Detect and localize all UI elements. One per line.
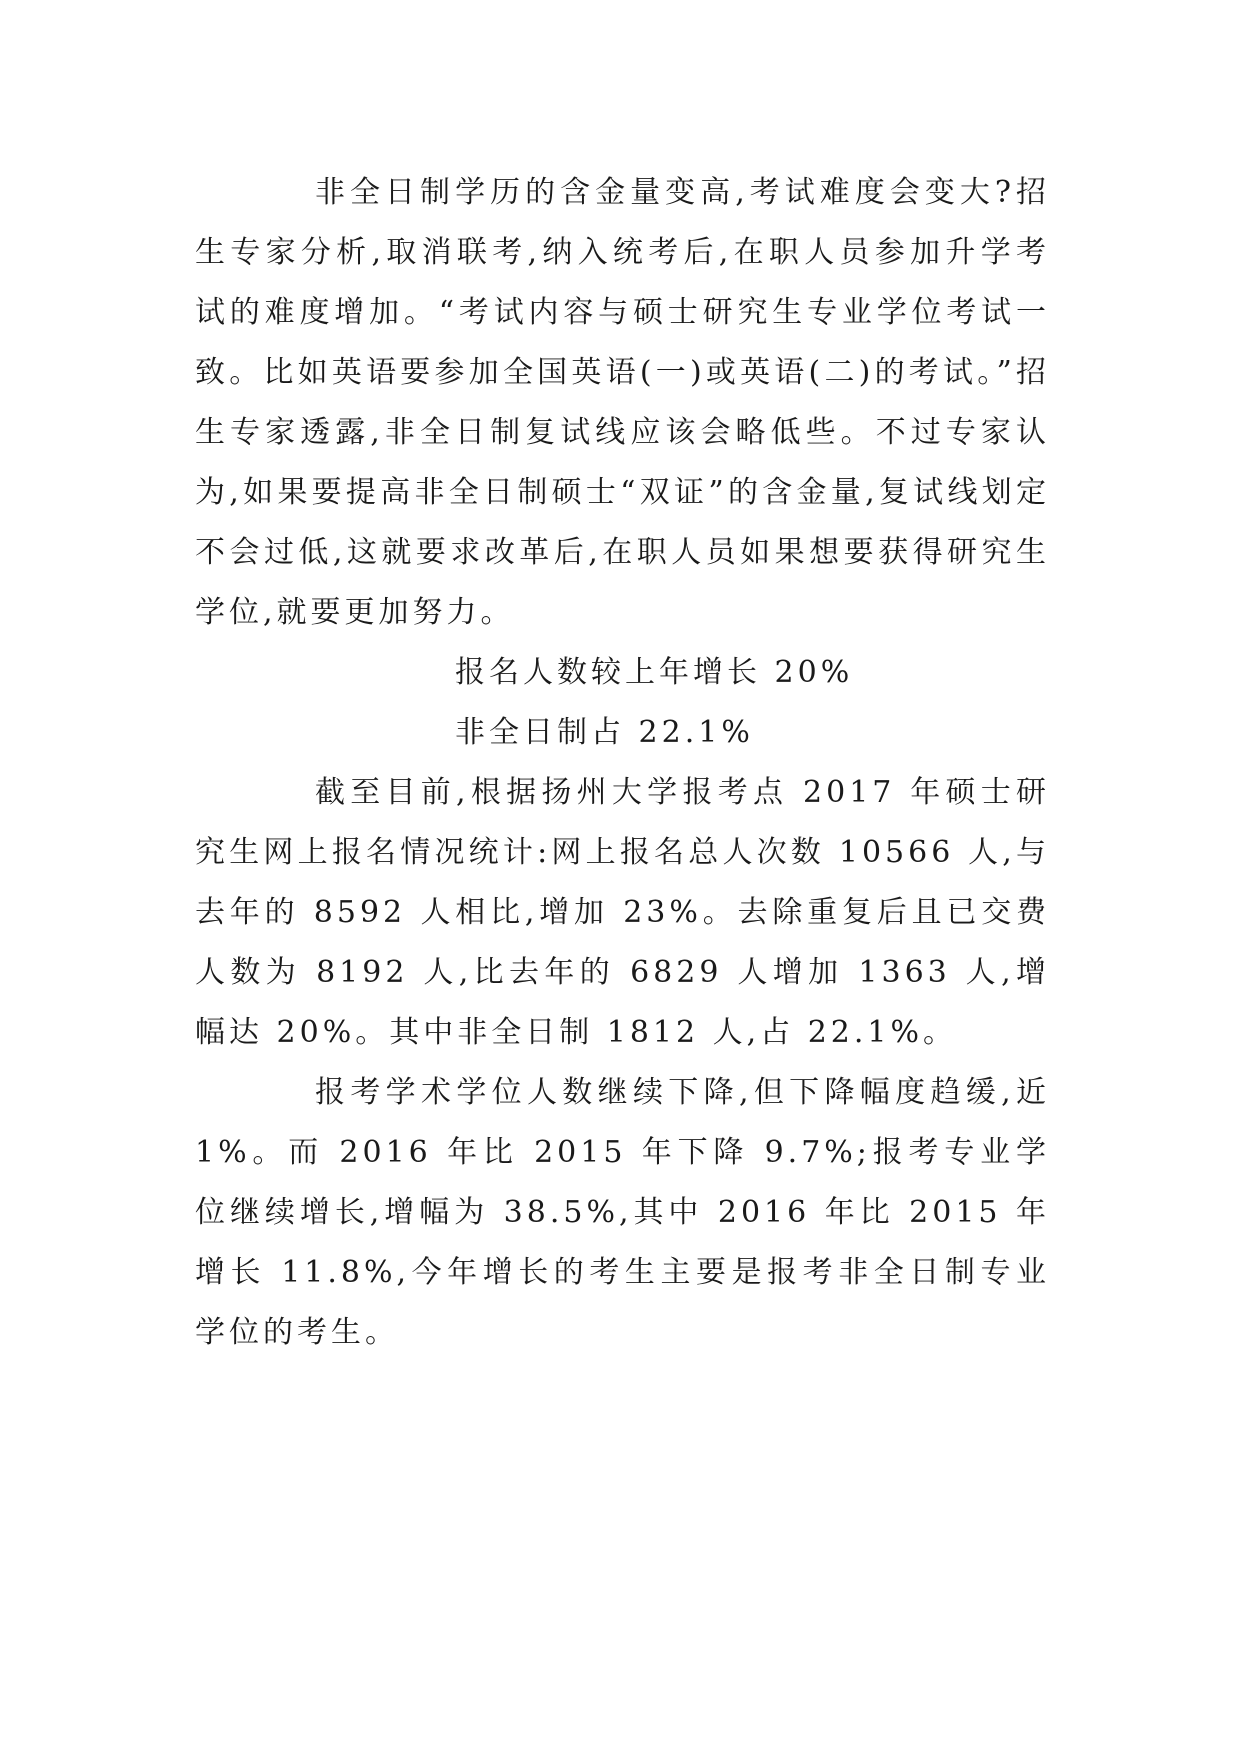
paragraph: 截至目前,根据扬州大学报考点 2017 年硕士研究生网上报名情况统计:网上报名总人次数 10566 人,与去年的 8592 人相比,增加 23%。去除重复后且已交费人数为 8192 人,比去年的 6829 人增加 1363 人,增幅达 20%。其中非全日制 1812 人,占 22.1%。 xyxy=(195,775,1050,1050)
paragraph: 报考学术学位人数继续下降,但下降幅度趋缓,近 1%。而 2016 年比 2015 年下降 9.7%;报考专业学位继续增长,增幅为 38.5%,其中 2016 年比 2015 年增长 11.8%,今年增长的考生主要是报考非全日制专业学位的考生。 xyxy=(195,1075,1050,1350)
section-heading: 报名人数较上年增长 20% xyxy=(455,655,854,690)
document-body xyxy=(195,163,1050,1363)
section-subheading: 非全日制占 22.1% xyxy=(455,715,754,750)
paragraph: 非全日制学历的含金量变高,考试难度会变大?招生专家分析,取消联考,纳入统考后,在职人员参加升学考试的难度增加。“考试内容与硕士研究生专业学位考试一致。比如英语要参加全国英语(一)或英语(二)的考试。”招生专家透露,非全日制复试线应该会略低些。不过专家认为,如果要提高非全日制硕士“双证”的含金量,复试线划定不会过低,这就要求改革后,在职人员如果想要获得研究生学位,就要更加努力。 xyxy=(195,175,1050,630)
